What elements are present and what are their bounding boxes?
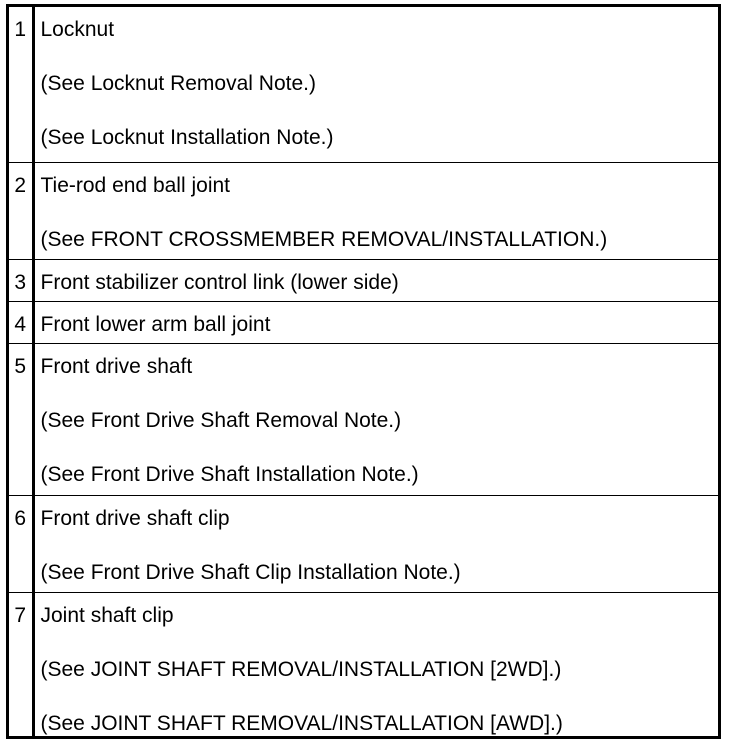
table-row [9, 592, 718, 736]
reference-note: (See JOINT SHAFT REMOVAL/INSTALLATION [AWD].) [40, 711, 563, 735]
table-row [9, 343, 718, 495]
table-row [9, 301, 718, 343]
item-description [33, 343, 718, 495]
table-row [9, 162, 718, 259]
reference-note: (See Front Drive Shaft Installation Note.) [40, 462, 419, 486]
item-number: 3 [9, 259, 33, 301]
parts-table [9, 7, 718, 736]
table-row [9, 495, 718, 592]
part-name: Front lower arm ball joint [40, 312, 271, 336]
item-number: 4 [9, 301, 33, 343]
part-name: Locknut [40, 18, 115, 41]
part-name: Front drive shaft clip [40, 506, 230, 530]
reference-note: (See Locknut Removal Note.) [40, 72, 316, 95]
item-description [33, 592, 718, 736]
table-row [9, 7, 718, 162]
part-name: Front stabilizer control link (lower side) [40, 270, 399, 294]
reference-note: (See FRONT CROSSMEMBER REMOVAL/INSTALLATION.) [40, 227, 608, 251]
reference-note: (See Front Drive Shaft Removal Note.) [40, 408, 402, 432]
parts-table-frame [6, 4, 721, 739]
part-name: Tie-rod end ball joint [40, 173, 230, 197]
item-description [33, 259, 718, 301]
reference-note: (See Front Drive Shaft Clip Installation Note.) [40, 560, 461, 584]
item-description [33, 7, 718, 162]
item-description [33, 495, 718, 592]
reference-note: (See JOINT SHAFT REMOVAL/INSTALLATION [2WD].) [40, 657, 562, 681]
item-number: 7 [9, 592, 33, 736]
item-number: 1 [9, 7, 33, 162]
part-name: Joint shaft clip [40, 603, 174, 627]
reference-note: (See Locknut Installation Note.) [40, 126, 334, 149]
item-number: 2 [9, 162, 33, 259]
item-number: 6 [9, 495, 33, 592]
item-description [33, 162, 718, 259]
part-name: Front drive shaft [40, 354, 193, 378]
item-number: 5 [9, 343, 33, 495]
table-row [9, 259, 718, 301]
item-description [33, 301, 718, 343]
